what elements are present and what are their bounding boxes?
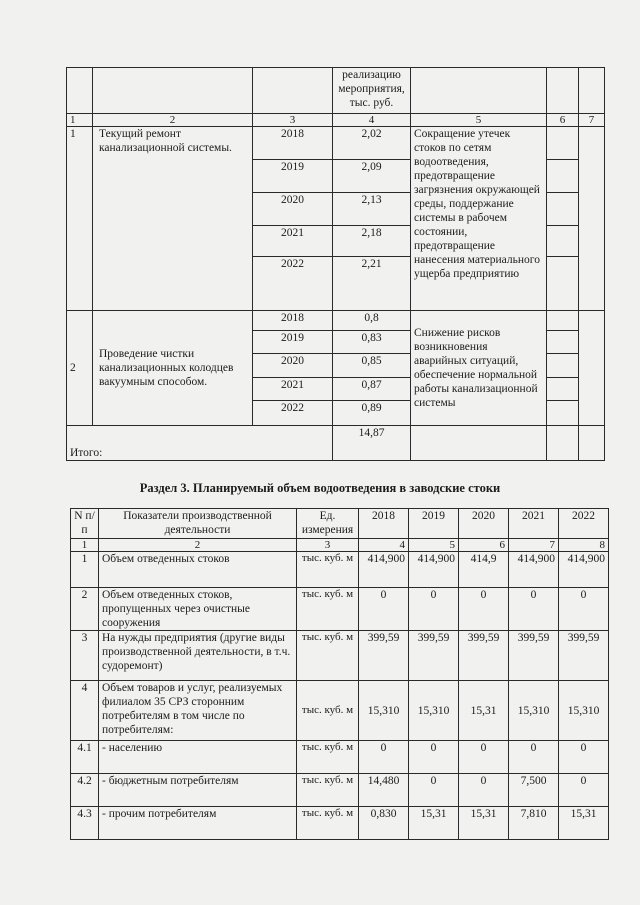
value-cell: 0 (359, 588, 409, 631)
value-cell: 399,59 (459, 631, 509, 681)
measure-name: Текущий ремонт канализационной системы. (93, 127, 253, 311)
value-cell: 0 (409, 588, 459, 631)
value-cell: 15,31 (459, 807, 509, 840)
header-cell (67, 68, 93, 114)
value-cell: 0 (559, 774, 609, 807)
value-cell: 0 (409, 774, 459, 807)
value-cell: 414,900 (509, 552, 559, 588)
value-cell: 0,830 (359, 807, 409, 840)
col-number: 1 (71, 539, 99, 552)
year-cell: 2019 (253, 160, 333, 193)
value-cell: 0 (409, 741, 459, 774)
header-unit: Ед. измерения (297, 509, 359, 539)
year-cell: 2021 (253, 378, 333, 401)
row-number: 1 (67, 127, 93, 311)
value-cell: 399,59 (409, 631, 459, 681)
measure-effect: Сокращение утечек стоков по сетям водоотведения, предотвращение загрязнения окружающей среды, поддержание системы в рабочем состоянии, предотвращение нанесения материального ущерба предприятию (411, 127, 547, 311)
value-cell: 15,31 (409, 807, 459, 840)
header-cell (579, 68, 605, 114)
measure-name: Проведение чистки канализационных колодцев вакуумным способом. (93, 311, 253, 426)
value-cell: 0 (509, 741, 559, 774)
indicator-name: - населению (99, 741, 297, 774)
unit-cell: тыс. куб. м (297, 552, 359, 588)
empty-cell (547, 311, 579, 331)
row-number: 3 (71, 631, 99, 681)
year-cell: 2022 (253, 401, 333, 426)
value-cell: 7,810 (509, 807, 559, 840)
year-cell: 2018 (253, 127, 333, 160)
col-number: 2 (93, 114, 253, 127)
col-number: 4 (333, 114, 411, 127)
empty-cell (411, 426, 547, 461)
header-year: 2018 (359, 509, 409, 539)
value-cell: 0 (459, 774, 509, 807)
value-cell: 0 (559, 588, 609, 631)
value-cell: 0 (459, 741, 509, 774)
col-number: 5 (411, 114, 547, 127)
col-number: 8 (559, 539, 609, 552)
col-number: 6 (459, 539, 509, 552)
header-cost: реализацию мероприятия, тыс. руб. (333, 68, 411, 114)
total-value: 14,87 (333, 426, 411, 461)
value-cell: 414,900 (409, 552, 459, 588)
empty-cell (547, 127, 579, 160)
indicator-name: - бюджетным потребителям (99, 774, 297, 807)
value-cell: 15,310 (359, 681, 409, 741)
value-cell: 15,310 (409, 681, 459, 741)
row-number: 4.2 (71, 774, 99, 807)
row-number: 4.3 (71, 807, 99, 840)
drainage-volume-table (70, 508, 609, 840)
indicator-name: Объем отведенных стоков (99, 552, 297, 588)
empty-cell (547, 160, 579, 193)
row-number: 2 (67, 311, 93, 426)
total-label: Итого: (67, 426, 333, 461)
col-number: 6 (547, 114, 579, 127)
value-cell: 414,900 (559, 552, 609, 588)
col-number: 3 (253, 114, 333, 127)
empty-cell (579, 311, 605, 426)
value-cell: 0,87 (333, 378, 411, 401)
unit-cell: тыс. куб. м (297, 681, 359, 741)
empty-cell (579, 426, 605, 461)
year-cell: 2018 (253, 311, 333, 331)
empty-cell (547, 401, 579, 426)
year-cell: 2019 (253, 331, 333, 354)
indicator-name: Объем отведенных стоков, пропущенных через очистные сооружения (99, 588, 297, 631)
col-number: 1 (67, 114, 93, 127)
year-cell: 2022 (253, 257, 333, 311)
year-cell: 2020 (253, 354, 333, 378)
col-number: 5 (409, 539, 459, 552)
header-cell (411, 68, 547, 114)
empty-cell (579, 127, 605, 311)
row-number: 4 (71, 681, 99, 741)
value-cell: 2,09 (333, 160, 411, 193)
empty-cell (547, 331, 579, 354)
unit-cell: тыс. куб. м (297, 807, 359, 840)
col-number: 7 (579, 114, 605, 127)
header-year: 2022 (559, 509, 609, 539)
value-cell: 414,9 (459, 552, 509, 588)
unit-cell: тыс. куб. м (297, 774, 359, 807)
value-cell: 0,85 (333, 354, 411, 378)
header-indicator: Показатели производственной деятельности (99, 509, 297, 539)
row-number: 4.1 (71, 741, 99, 774)
col-number: 3 (297, 539, 359, 552)
col-number: 7 (509, 539, 559, 552)
measure-effect: Снижение рисков возникновения аварийных ситуаций, обеспечение нормальной работы канализационной системы (411, 311, 547, 426)
header-cell (547, 68, 579, 114)
header-year: 2020 (459, 509, 509, 539)
value-cell: 2,02 (333, 127, 411, 160)
header-num: N п/п (71, 509, 99, 539)
row-number: 1 (71, 552, 99, 588)
header-cell (253, 68, 333, 114)
value-cell: 0 (559, 741, 609, 774)
header-cell (93, 68, 253, 114)
empty-cell (547, 378, 579, 401)
indicator-name: Объем товаров и услуг, реализуемых филиалом 35 СРЗ сторонним потребителям в том числе по потребителям: (99, 681, 297, 741)
empty-cell (547, 354, 579, 378)
year-cell: 2020 (253, 193, 333, 226)
unit-cell: тыс. куб. м (297, 588, 359, 631)
value-cell: 2,13 (333, 193, 411, 226)
empty-cell (547, 426, 579, 461)
value-cell: 15,31 (559, 807, 609, 840)
value-cell: 399,59 (559, 631, 609, 681)
row-number: 2 (71, 588, 99, 631)
value-cell: 0 (509, 588, 559, 631)
empty-cell (547, 257, 579, 311)
value-cell: 15,31 (459, 681, 509, 741)
value-cell: 15,310 (559, 681, 609, 741)
year-cell: 2021 (253, 226, 333, 257)
empty-cell (547, 193, 579, 226)
value-cell: 0,83 (333, 331, 411, 354)
col-number: 2 (99, 539, 297, 552)
value-cell: 2,18 (333, 226, 411, 257)
section-title: Раздел 3. Планируемый объем водоотведения в заводские стоки (139, 481, 501, 495)
value-cell: 399,59 (359, 631, 409, 681)
value-cell: 399,59 (509, 631, 559, 681)
empty-cell (547, 226, 579, 257)
measures-table (66, 67, 605, 461)
indicator-name: - прочим потребителям (99, 807, 297, 840)
value-cell: 15,310 (509, 681, 559, 741)
value-cell: 0 (359, 741, 409, 774)
header-year: 2019 (409, 509, 459, 539)
value-cell: 0,8 (333, 311, 411, 331)
value-cell: 7,500 (509, 774, 559, 807)
value-cell: 0,89 (333, 401, 411, 426)
value-cell: 2,21 (333, 257, 411, 311)
value-cell: 414,900 (359, 552, 409, 588)
value-cell: 0 (459, 588, 509, 631)
value-cell: 14,480 (359, 774, 409, 807)
header-year: 2021 (509, 509, 559, 539)
col-number: 4 (359, 539, 409, 552)
unit-cell: тыс. куб. м (297, 741, 359, 774)
indicator-name: На нужды предприятия (другие виды производственной деятельности, в т.ч. судоремонт) (99, 631, 297, 681)
unit-cell: тыс. куб. м (297, 631, 359, 681)
